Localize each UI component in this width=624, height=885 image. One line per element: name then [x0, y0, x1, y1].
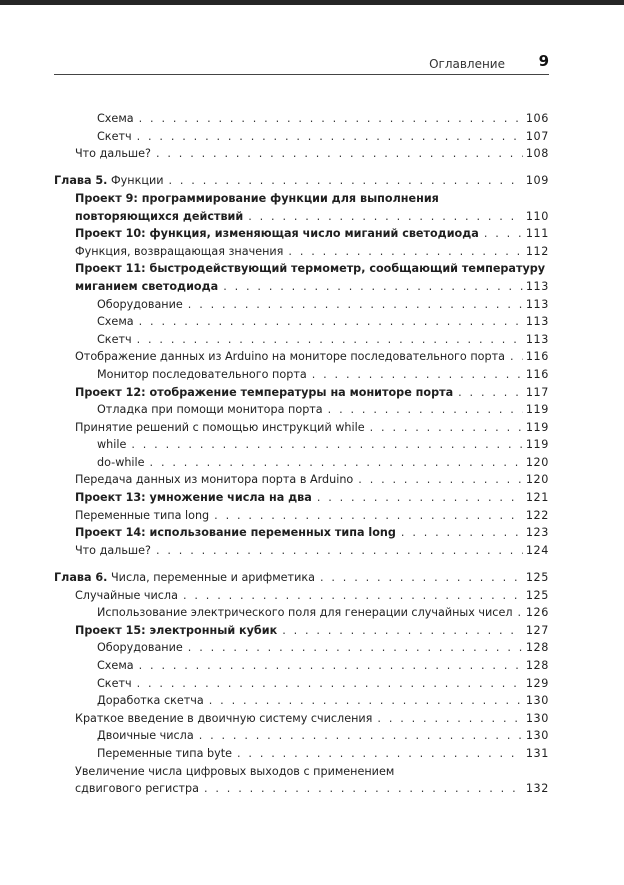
- toc-entry-title: Случайные числа: [75, 588, 178, 602]
- dot-leader: [150, 454, 523, 472]
- toc-entry-title: Доработка скетча: [97, 694, 204, 708]
- toc-entry-title: сдвигового регистра: [75, 782, 199, 796]
- toc-entry-title: Схема: [97, 659, 134, 672]
- toc-entry: [0, 296, 624, 314]
- dot-leader: [517, 604, 522, 622]
- dot-leader: [183, 587, 523, 605]
- toc-entry-title: Оборудование: [97, 641, 183, 655]
- toc-page-number: 109: [525, 174, 549, 188]
- toc-entry: [0, 190, 624, 225]
- toc-entry: [0, 454, 624, 472]
- dot-leader: [188, 639, 523, 657]
- chapter-label: Глава 6.: [54, 571, 108, 585]
- toc-page-number: 130: [525, 729, 549, 743]
- dot-leader: [199, 727, 523, 745]
- toc-entry-title: Переменные типа long: [75, 508, 210, 522]
- dot-leader: [139, 313, 523, 331]
- toc-entry-title: Принятие решений с помощью инструкций while: [75, 420, 365, 434]
- toc-entry-title: Использование электрического поля для генерации случайных чисел: [97, 606, 513, 620]
- toc-page-number: 113: [525, 315, 549, 329]
- dot-leader: [458, 384, 523, 402]
- dot-leader: [156, 145, 523, 163]
- toc-entry: [0, 692, 624, 710]
- dot-leader: [137, 675, 523, 693]
- toc-page-number: 132: [525, 782, 549, 796]
- toc-page-number: 128: [525, 659, 549, 672]
- dot-leader: [370, 419, 523, 437]
- toc-entry: [0, 260, 624, 295]
- toc-page-number: 113: [525, 279, 549, 293]
- toc-entry-title: Проект 14: использование переменных типа long: [75, 526, 396, 540]
- toc-page-number: 120: [525, 473, 549, 487]
- toc-entry: [0, 675, 624, 693]
- dot-leader: [282, 622, 523, 640]
- chapter-label: Глава 5.: [54, 174, 108, 188]
- toc-entry: [0, 384, 624, 402]
- toc-page-number: 121: [525, 491, 549, 505]
- dot-leader: [139, 657, 523, 675]
- toc-entry-title: Функция, возвращающая значения: [75, 244, 284, 258]
- toc-entry: [0, 604, 624, 622]
- dot-leader: [288, 243, 522, 261]
- toc-entry: [0, 657, 624, 675]
- toc-entry-title: Скетч: [97, 332, 132, 346]
- toc-entry: [0, 745, 624, 763]
- toc-entry-title: [54, 569, 315, 587]
- dot-leader: [312, 366, 523, 384]
- toc-page-number: 125: [525, 571, 549, 585]
- dot-leader: [137, 331, 523, 349]
- dot-leader: [139, 110, 523, 128]
- dot-leader: [484, 225, 523, 243]
- dot-leader: [204, 780, 523, 798]
- toc-page-number: 113: [525, 332, 549, 346]
- toc-page-number: 113: [525, 297, 549, 311]
- toc-entry-title: Передача данных из монитора порта в Arduino: [75, 473, 354, 487]
- dot-leader: [131, 436, 523, 454]
- dot-leader: [156, 542, 523, 560]
- running-header-title: Оглавление: [429, 57, 505, 71]
- toc-page-number: 125: [525, 588, 549, 602]
- toc-chapter-entry: [0, 172, 624, 190]
- toc-page-number: 106: [525, 112, 549, 125]
- toc-entry-title: Краткое введение в двоичную систему счисления: [75, 711, 373, 725]
- dot-leader: [328, 401, 523, 419]
- dot-leader: [188, 296, 523, 314]
- toc-entry-title: do-while: [97, 455, 145, 469]
- toc-entry-title: миганием светодиода: [75, 279, 219, 293]
- toc-page-number: 124: [525, 543, 549, 557]
- toc-entry-title: Оборудование: [97, 297, 183, 311]
- toc-entry: [0, 225, 624, 243]
- dot-leader: [137, 128, 523, 146]
- toc-page-number: 110: [525, 209, 549, 223]
- toc-page-number: 123: [525, 526, 549, 540]
- dot-leader: [248, 208, 523, 226]
- toc-entry-title: Проект 10: функция, изменяющая число миганий светодиода: [75, 227, 479, 241]
- dot-leader: [401, 524, 523, 542]
- table-of-contents: [0, 110, 624, 798]
- toc-page-number: 117: [525, 385, 549, 399]
- toc-entry: [0, 313, 624, 331]
- dot-leader: [510, 348, 523, 366]
- toc-entry-title-line1: Увеличение числа цифровых выходов с применением: [75, 764, 395, 778]
- toc-page-number: 116: [525, 367, 549, 381]
- toc-entry: [0, 110, 624, 128]
- toc-entry-title: Схема: [97, 112, 134, 125]
- toc-entry-title: Проект 12: отображение температуры на мониторе порта: [75, 385, 454, 399]
- toc-entry: [0, 710, 624, 728]
- toc-entry: [0, 145, 624, 163]
- toc-entry-title: Что дальше?: [75, 543, 151, 557]
- toc-entry-title: Двоичные числа: [97, 729, 194, 743]
- toc-entry-title: Монитор последовательного порта: [97, 367, 307, 381]
- toc-entry-title: Скетч: [97, 676, 132, 690]
- toc-entry: [0, 436, 624, 454]
- toc-chapter-entry: [0, 569, 624, 587]
- toc-page-number: 119: [525, 403, 549, 417]
- chapter-title: Числа, переменные и арифметика: [111, 571, 315, 585]
- toc-entry-title: Что дальше?: [75, 147, 151, 161]
- toc-entry: [0, 331, 624, 349]
- toc-page-number: 122: [525, 508, 549, 522]
- toc-entry-title: Отображение данных из Arduino на мониторе последовательного порта: [75, 350, 505, 364]
- toc-entry-title-line1: Проект 9: программирование функции для выполнения: [75, 191, 439, 205]
- toc-entry: [0, 763, 624, 798]
- toc-entry-title-line1: Проект 11: быстродействующий термометр, сообщающий температуру: [75, 262, 546, 276]
- toc-entry: [0, 524, 624, 542]
- dot-leader: [377, 710, 522, 728]
- toc-page-number: 131: [525, 746, 549, 760]
- toc-page-number: 126: [525, 606, 549, 620]
- toc-page-number: 129: [525, 676, 549, 690]
- dot-leader: [168, 172, 522, 190]
- toc-page-number: 127: [525, 623, 549, 637]
- toc-entry-title: Проект 13: умножение числа на два: [75, 491, 312, 505]
- page-top-border: [0, 0, 624, 5]
- toc-page-number: 120: [525, 455, 549, 469]
- page-number: 9: [538, 52, 549, 70]
- dot-leader: [214, 507, 523, 525]
- toc-page-number: 108: [525, 147, 549, 161]
- toc-entry: [0, 128, 624, 146]
- toc-entry-title: [54, 172, 163, 190]
- toc-entry-title: повторяющихся действий: [75, 209, 244, 223]
- dot-leader: [320, 569, 523, 587]
- dot-leader: [209, 692, 523, 710]
- toc-page-number: 119: [525, 420, 549, 434]
- header-rule: [54, 74, 549, 75]
- toc-entry: [0, 419, 624, 437]
- dot-leader: [317, 489, 523, 507]
- toc-entry-title: Скетч: [97, 129, 132, 143]
- toc-page-number: 111: [525, 227, 549, 241]
- toc-entry: [0, 727, 624, 745]
- toc-entry-title: Схема: [97, 315, 134, 329]
- toc-page-number: 130: [525, 694, 549, 708]
- toc-page-number: 112: [525, 244, 549, 258]
- toc-entry: [0, 401, 624, 419]
- toc-page-number: 107: [525, 129, 549, 143]
- dot-leader: [237, 745, 523, 763]
- dot-leader: [358, 471, 523, 489]
- toc-page-number: 119: [525, 438, 549, 452]
- toc-page-number: 116: [525, 350, 549, 364]
- toc-entry: [0, 243, 624, 261]
- toc-entry: [0, 542, 624, 560]
- toc-page-number: 130: [525, 711, 549, 725]
- toc-entry: [0, 622, 624, 640]
- toc-page-number: 128: [525, 641, 549, 655]
- toc-entry: [0, 587, 624, 605]
- toc-entry: [0, 489, 624, 507]
- toc-entry: [0, 366, 624, 384]
- toc-entry-title: Отладка при помощи монитора порта: [97, 403, 323, 417]
- toc-entry: [0, 507, 624, 525]
- toc-entry: [0, 639, 624, 657]
- running-header: [54, 52, 549, 74]
- chapter-title: Функции: [111, 174, 164, 188]
- dot-leader: [223, 278, 523, 296]
- toc-entry: [0, 348, 624, 366]
- toc-entry-title: Проект 15: электронный кубик: [75, 623, 278, 637]
- toc-entry-title: while: [97, 438, 127, 452]
- toc-entry-title: Переменные типа byte: [97, 746, 233, 760]
- toc-entry: [0, 471, 624, 489]
